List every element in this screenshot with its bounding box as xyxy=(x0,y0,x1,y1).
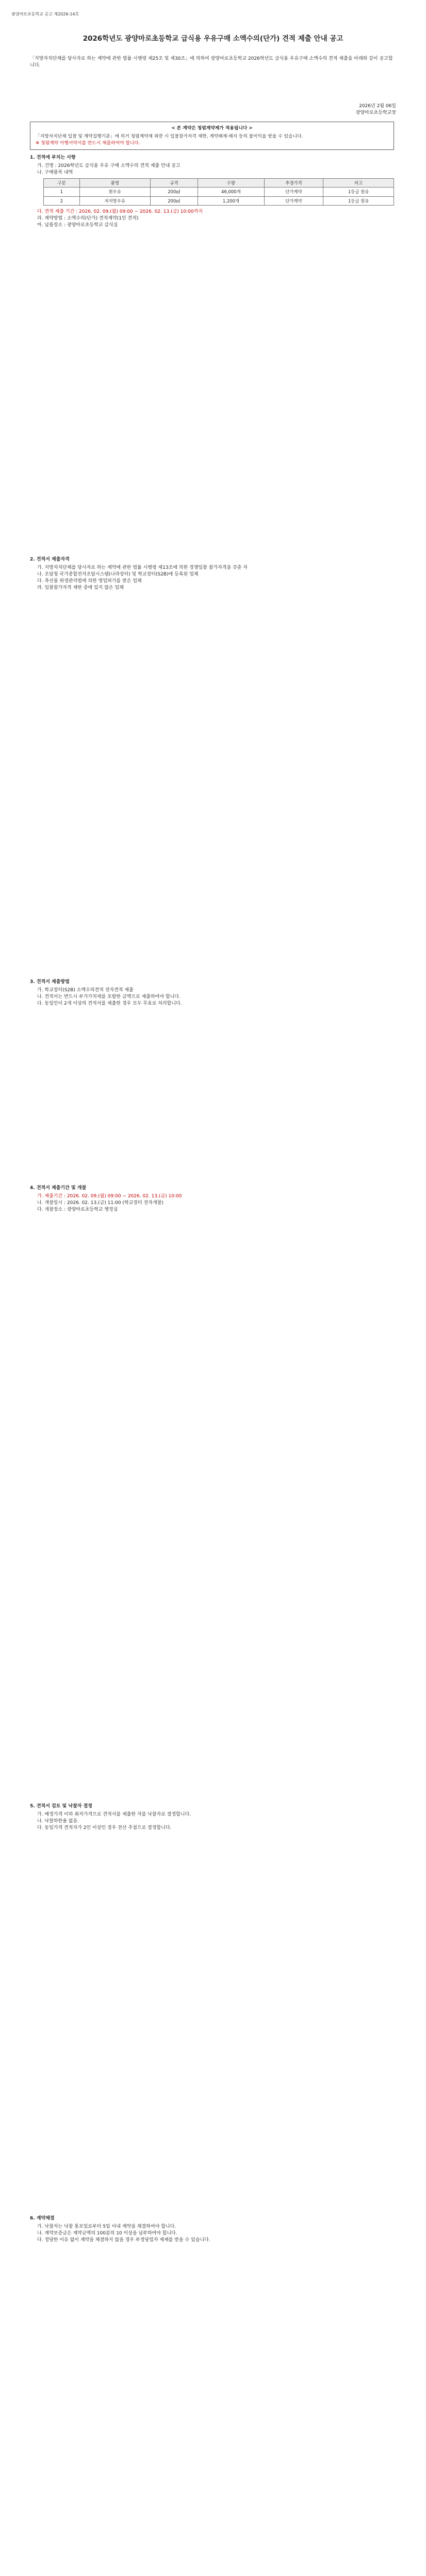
section-3-line: 가. 학교장터(S2B) 소액수의견적 전자견적 제출 xyxy=(37,988,134,993)
purchase-table-wrap xyxy=(30,178,394,206)
table-cell: 2 xyxy=(44,196,80,205)
section-2-line: 가. 지방자치단체를 당사자로 하는 계약에 관한 법률 시행령 제13조에 의한 경쟁입찰 참가자격을 갖춘 자 xyxy=(37,565,248,571)
section-4-line: 다. 개찰장소 : 광양마로초등학교 행정실 xyxy=(37,1207,118,1213)
section-3 xyxy=(30,979,394,1007)
section-1 xyxy=(30,155,394,229)
section-6-line: 나. 계약보증금은 계약금액의 100분의 10 이상을 납부하여야 합니다. xyxy=(37,2231,177,2236)
section-5-title: 5. 견적서 검토 및 낙찰자 결정 xyxy=(30,1804,92,1809)
announce-date: 2026년 2월 06일 xyxy=(359,104,396,109)
section-2-line: 라. 입찰참가자격 제한 중에 있지 않은 업체 xyxy=(37,585,124,591)
table-header: 추정가격 xyxy=(264,179,323,188)
table-cell: 흰우유 xyxy=(79,188,150,196)
table-cell: 단가계약 xyxy=(264,196,323,205)
announce-school: 광양마로초등학교장 xyxy=(355,110,396,116)
section-3-line: 다. 동일인이 2개 이상의 견적서를 제출한 경우 모두 무효로 처리합니다. xyxy=(37,1001,182,1007)
integrity-notice xyxy=(30,122,394,150)
section-2-line: 다. 축산물 위생관리법에 의한 영업허가를 받은 업체 xyxy=(37,579,142,584)
section-2-line: 나. 조달청 국가종합전자조달시스템(나라장터) 및 학교장터(S2B)에 등록된 업체 xyxy=(37,572,199,578)
doc-title: 2026학년도 광양마로초등학교 급식용 우유구매 소액수의(단가) 견적 제출 안내 공고 xyxy=(83,35,343,43)
table-header: 규격 xyxy=(150,179,198,188)
section-3-title: 3. 견적서 제출방법 xyxy=(30,979,70,985)
section-5 xyxy=(30,1803,394,1832)
notice-title: < 본 계약은 청렴계약제가 적용됩니다 > xyxy=(171,126,253,131)
table-cell: 단가계약 xyxy=(264,188,323,196)
section-4-line: 가. 제출기간 : 2026. 02. 09.(월) 09:00 ~ 2026. 02. 13.(금) 10:00 xyxy=(37,1194,182,1199)
table-cell: 1등급 원유 xyxy=(323,196,394,205)
table-cell: 저지방우유 xyxy=(79,196,150,205)
section-1-line: 라. 계약방법 : 소액수의(단가) 견적계약(1인 견적) xyxy=(37,215,139,221)
section-2-title: 2. 견적서 제출자격 xyxy=(30,557,70,562)
section-1-line: 나. 구매품목 내역 xyxy=(37,170,73,176)
section-6-line: 가. 낙찰자는 낙찰 통보일로부터 5일 이내 계약을 체결하여야 합니다. xyxy=(37,2224,176,2230)
table-header: 비고 xyxy=(323,179,394,188)
section-4-title: 4. 견적서 제출기간 및 개찰 xyxy=(30,1185,87,1191)
table-row xyxy=(44,188,394,196)
table-cell: 1등급 원유 xyxy=(323,188,394,196)
section-6-title: 6. 계약체결 xyxy=(30,2216,55,2221)
purchase-table xyxy=(43,178,394,206)
table-header: 품명 xyxy=(79,179,150,188)
table-cell: 200㎖ xyxy=(150,196,198,205)
doc-number: 광양마로초등학교 공고 제2026-14호 xyxy=(11,12,79,16)
section-1-line: 다. 견적 제출 기간 : 2026. 02. 09.(월) 09:00 ~ 2026. 02. 13.(금) 10:00까지 xyxy=(37,209,203,214)
intro-paragraph: 「지방자치단체를 당사자로 하는 계약에 관한 법률 시행령 제25조 및 제30조」에 의하여 광양마로초등학교 2026학년도 급식용 우유구매 소액수의 견적 제출을 아래와 같이 공고합니다. xyxy=(30,56,393,69)
table-header-row xyxy=(44,179,394,188)
section-5-line: 나. 낙찰하한율 없음. xyxy=(37,1819,79,1824)
table-row xyxy=(44,196,394,205)
table-cell: 200㎖ xyxy=(150,188,198,196)
section-2 xyxy=(30,556,394,591)
section-1-line: 마. 납품장소 : 광양마로초등학교 급식실 xyxy=(37,222,118,228)
section-3-line: 나. 견적서는 반드시 부가가치세를 포함한 금액으로 제출하여야 합니다. xyxy=(37,994,181,1000)
section-4-line: 나. 개찰일시 : 2026. 02. 13.(금) 11:00 (학교장터 전자개찰) xyxy=(37,1200,163,1206)
table-cell: 1,200개 xyxy=(198,196,265,205)
date-block xyxy=(356,103,396,116)
section-4 xyxy=(30,1185,394,1213)
section-1-line: 가. 건명 : 2026학년도 급식용 우유 구매 소액수의 견적 제출 안내 공고 xyxy=(37,163,181,169)
table-header: 구분 xyxy=(44,179,80,188)
notice-body: 「지방자치단체 입찰 및 계약집행기준」에 의거 청렴계약제 위반 시 입찰참가자격 제한, 계약해제·해지 등의 불이익을 받을 수 있습니다. xyxy=(36,133,303,139)
table-cell: 1 xyxy=(44,188,80,196)
section-6 xyxy=(30,2215,394,2244)
section-1-title: 1. 견적에 부치는 사항 xyxy=(30,155,76,160)
section-6-line: 다. 정당한 이유 없이 계약을 체결하지 않을 경우 부정당업자 제재를 받을 수 있습니다. xyxy=(37,2238,210,2243)
section-5-line: 다. 동일가격 견적자가 2인 이상인 경우 전산 추첨으로 결정합니다. xyxy=(37,1825,172,1831)
table-header: 수량 xyxy=(198,179,265,188)
notice-warning: ※ 청렴계약 이행서약서를 반드시 제출하여야 합니다. xyxy=(36,140,140,146)
table-cell: 46,000개 xyxy=(198,188,265,196)
section-5-line: 가. 예정가격 이하 최저가격으로 견적서를 제출한 자를 낙찰자로 결정합니다. xyxy=(37,1812,191,1818)
